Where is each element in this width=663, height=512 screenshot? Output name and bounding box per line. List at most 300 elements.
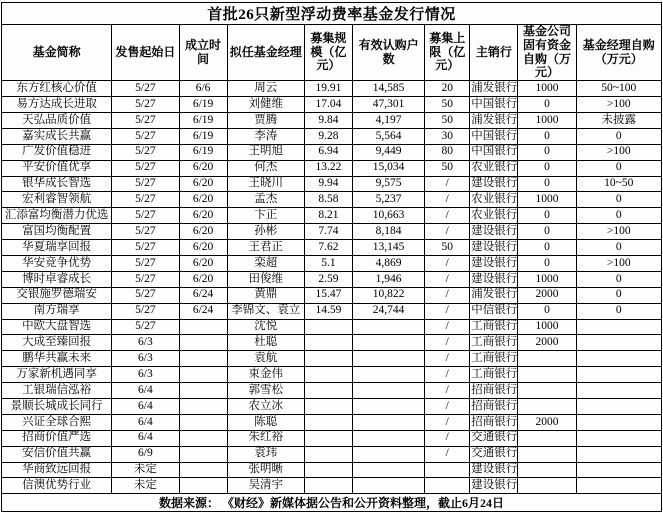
table-cell: 9,449: [352, 144, 424, 160]
table-row: [2, 287, 662, 303]
table-cell: 2000: [518, 287, 576, 303]
table-cell: 建设银行: [470, 255, 518, 271]
table-cell: 6/20: [179, 271, 227, 287]
table-cell: 13,145: [352, 240, 424, 256]
table-cell: 0: [576, 208, 661, 224]
table-cell: 1000: [518, 81, 576, 97]
table-cell: >100: [576, 224, 661, 240]
table-cell: /: [425, 319, 470, 335]
column-header-5: 有效认购户数: [352, 25, 424, 81]
table-cell: 农业银行: [470, 160, 518, 176]
table-cell: 15,034: [352, 160, 424, 176]
column-header-7: 主销行: [470, 25, 518, 81]
table-cell: [304, 446, 352, 462]
table-cell: 广发价值稳进: [2, 144, 112, 160]
table-cell: 6/19: [179, 112, 227, 128]
table-cell: 5/27: [112, 319, 179, 335]
table-cell: 5/27: [112, 97, 179, 113]
table-cell: 19.91: [304, 81, 352, 97]
table-row: [2, 335, 662, 351]
table-cell: 沈悦: [227, 319, 304, 335]
table-row: [2, 446, 662, 462]
table-cell: 5/27: [112, 208, 179, 224]
table-cell: 0: [518, 303, 576, 319]
table-cell: 5/27: [112, 144, 179, 160]
table-cell: /: [425, 335, 470, 351]
table-cell: 30: [425, 128, 470, 144]
table-cell: [576, 335, 661, 351]
table-cell: 中信银行: [470, 303, 518, 319]
table-cell: 5/27: [112, 128, 179, 144]
table-cell: /: [425, 208, 470, 224]
table-cell: 东方红核心价值: [2, 81, 112, 97]
table-cell: 24,744: [352, 303, 424, 319]
table-cell: [179, 351, 227, 367]
table-cell: 平安价值优享: [2, 160, 112, 176]
table-cell: /: [425, 271, 470, 287]
table-cell: /: [425, 192, 470, 208]
table-row: [2, 414, 662, 430]
table-cell: 嘉实成长共赢: [2, 128, 112, 144]
table-cell: 6/20: [179, 160, 227, 176]
table-row: [2, 351, 662, 367]
table-cell: 5/27: [112, 271, 179, 287]
table-cell: [179, 478, 227, 494]
table-cell: 郭雪松: [227, 383, 304, 399]
table-cell: 0: [518, 160, 576, 176]
table-cell: 9.84: [304, 112, 352, 128]
table-cell: 50: [425, 97, 470, 113]
table-cell: 6/4: [112, 383, 179, 399]
table-row: [2, 208, 662, 224]
table-cell: 2.59: [304, 271, 352, 287]
table-cell: 易方达成长进取: [2, 97, 112, 113]
table-cell: 陈聪: [227, 414, 304, 430]
table-cell: [352, 462, 424, 478]
table-cell: 袁玮: [227, 446, 304, 462]
table-cell: 南方瑞享: [2, 303, 112, 319]
table-cell: [179, 430, 227, 446]
table-cell: [518, 383, 576, 399]
table-cell: [304, 399, 352, 415]
table-cell: /: [425, 351, 470, 367]
table-cell: 9.94: [304, 176, 352, 192]
column-header-0: 基金简称: [2, 25, 112, 81]
table-cell: /: [425, 399, 470, 415]
table-cell: [576, 462, 661, 478]
fund-issuance-table: [1, 2, 662, 512]
table-cell: 1000: [518, 112, 576, 128]
table-cell: 0: [576, 287, 661, 303]
table-cell: [352, 430, 424, 446]
table-cell: 工银瑞信泓裕: [2, 383, 112, 399]
table-cell: 卞正: [227, 208, 304, 224]
table-cell: 6/20: [179, 240, 227, 256]
table-cell: 10,822: [352, 287, 424, 303]
table-cell: 李涛: [227, 128, 304, 144]
table-cell: 富国均衡配置: [2, 224, 112, 240]
table-cell: [179, 446, 227, 462]
table-row: [2, 176, 662, 192]
table-cell: [179, 399, 227, 415]
table-cell: 建设银行: [470, 478, 518, 494]
table-body: [2, 81, 662, 494]
table-cell: 华夏瑞享回报: [2, 240, 112, 256]
table-cell: [352, 478, 424, 494]
table-cell: /: [425, 446, 470, 462]
table-cell: 6/19: [179, 97, 227, 113]
table-cell: 博时卓睿成长: [2, 271, 112, 287]
table-cell: 0: [518, 224, 576, 240]
table-cell: [304, 462, 352, 478]
table-cell: 万家新机遇同享: [2, 367, 112, 383]
table-cell: 0: [576, 160, 661, 176]
table-cell: 0: [518, 128, 576, 144]
table-cell: /: [425, 255, 470, 271]
table-cell: 农立冰: [227, 399, 304, 415]
table-cell: [576, 351, 661, 367]
table-cell: 农业银行: [470, 208, 518, 224]
table-cell: 6/20: [179, 255, 227, 271]
table-row: [2, 319, 662, 335]
table-cell: 0: [576, 192, 661, 208]
column-header-4: 募集规模（亿元）: [304, 25, 352, 81]
table-cell: 0: [518, 240, 576, 256]
table-cell: 王君正: [227, 240, 304, 256]
table-cell: 工商银行: [470, 367, 518, 383]
table-cell: 14,585: [352, 81, 424, 97]
table-cell: 孟杰: [227, 192, 304, 208]
table-cell: 6/20: [179, 208, 227, 224]
table-cell: 6/19: [179, 128, 227, 144]
table-cell: 中欧大盘智选: [2, 319, 112, 335]
table-cell: 大成至臻回报: [2, 335, 112, 351]
table-cell: 1000: [518, 192, 576, 208]
table-cell: 6/24: [179, 303, 227, 319]
table-cell: 未披露: [576, 112, 661, 128]
table-cell: 建设银行: [470, 224, 518, 240]
table-cell: 招商银行: [470, 414, 518, 430]
table-cell: [304, 478, 352, 494]
table-cell: 李锦文、袁立: [227, 303, 304, 319]
table-cell: [518, 446, 576, 462]
table-cell: 中国银行: [470, 128, 518, 144]
table-cell: 建设银行: [470, 462, 518, 478]
column-header-9: 基金经理自购（万元）: [576, 25, 661, 81]
table-cell: 鹏华共赢未来: [2, 351, 112, 367]
table-cell: 0: [576, 303, 661, 319]
table-cell: [425, 462, 470, 478]
table-cell: 14.59: [304, 303, 352, 319]
table-row: [2, 192, 662, 208]
table-cell: 6/20: [179, 176, 227, 192]
table-row: [2, 462, 662, 478]
table-cell: [576, 399, 661, 415]
table-cell: [304, 367, 352, 383]
table-cell: 田俊维: [227, 271, 304, 287]
table-cell: 5,564: [352, 128, 424, 144]
table-cell: [304, 335, 352, 351]
table-cell: [304, 414, 352, 430]
table-cell: 招商价值严选: [2, 430, 112, 446]
table-cell: 农业银行: [470, 192, 518, 208]
table-cell: 5/27: [112, 255, 179, 271]
table-cell: 0: [576, 271, 661, 287]
table-footer-row: [2, 494, 662, 512]
column-header-3: 拟任基金经理: [227, 25, 304, 81]
table-cell: 50: [425, 112, 470, 128]
table-cell: 50: [425, 240, 470, 256]
table-row: [2, 81, 662, 97]
table-cell: [352, 446, 424, 462]
table-cell: [518, 367, 576, 383]
table-cell: 6/20: [179, 192, 227, 208]
table-cell: /: [425, 176, 470, 192]
column-header-8: 基金公司固有资金自购（万元）: [518, 25, 576, 81]
table-cell: 4,869: [352, 255, 424, 271]
table-cell: 工商银行: [470, 335, 518, 351]
table-cell: 杜聪: [227, 335, 304, 351]
table-cell: [179, 335, 227, 351]
table-cell: [576, 319, 661, 335]
table-cell: 5/27: [112, 240, 179, 256]
table-cell: 兴证全球合熙: [2, 414, 112, 430]
table-cell: /: [425, 287, 470, 303]
table-cell: /: [425, 430, 470, 446]
table-cell: 5,237: [352, 192, 424, 208]
table-cell: /: [425, 414, 470, 430]
table-row: [2, 303, 662, 319]
table-cell: [518, 478, 576, 494]
table-cell: [576, 478, 661, 494]
table-cell: 周云: [227, 81, 304, 97]
table-cell: 9.28: [304, 128, 352, 144]
table-cell: 0: [576, 128, 661, 144]
table-cell: [179, 319, 227, 335]
table-cell: 0: [518, 255, 576, 271]
table-cell: 6/20: [179, 224, 227, 240]
column-header-2: 成立时间: [179, 25, 227, 81]
table-row: [2, 383, 662, 399]
table-cell: [576, 383, 661, 399]
table-cell: 6/6: [179, 81, 227, 97]
table-cell: 80: [425, 144, 470, 160]
table-cell: 袁航: [227, 351, 304, 367]
table-cell: 6/9: [112, 446, 179, 462]
table-cell: [425, 478, 470, 494]
table-cell: 6/3: [112, 367, 179, 383]
table-cell: 贾腾: [227, 112, 304, 128]
table-cell: 建设银行: [470, 176, 518, 192]
table-cell: [352, 383, 424, 399]
table-cell: 信澳优势行业: [2, 478, 112, 494]
table-cell: [518, 462, 576, 478]
table-cell: 17.04: [304, 97, 352, 113]
table-cell: [179, 414, 227, 430]
table-cell: 招商银行: [470, 383, 518, 399]
table-cell: 王明旭: [227, 144, 304, 160]
table-cell: 10~50: [576, 176, 661, 192]
table-cell: 建设银行: [470, 240, 518, 256]
table-cell: 工商银行: [470, 319, 518, 335]
table-cell: 5/27: [112, 176, 179, 192]
table-title: 首批26只新型浮动费率基金发行情况: [2, 3, 662, 25]
table-cell: 浦发银行: [470, 81, 518, 97]
table-cell: [304, 430, 352, 446]
table-cell: 1000: [518, 319, 576, 335]
table-cell: [576, 446, 661, 462]
table-cell: 吴清宇: [227, 478, 304, 494]
table-cell: 7.74: [304, 224, 352, 240]
table-cell: 5/27: [112, 287, 179, 303]
table-cell: 银华成长智选: [2, 176, 112, 192]
table-cell: [352, 414, 424, 430]
table-cell: 工商银行: [470, 351, 518, 367]
column-header-6: 募集上限（亿元）: [425, 25, 470, 81]
table-cell: 6/4: [112, 414, 179, 430]
table-cell: 5/27: [112, 81, 179, 97]
table-cell: 5/27: [112, 303, 179, 319]
table-cell: >100: [576, 97, 661, 113]
table-cell: 5/27: [112, 224, 179, 240]
table-cell: [518, 351, 576, 367]
table-cell: 6/4: [112, 430, 179, 446]
table-cell: [518, 430, 576, 446]
table-cell: 8.21: [304, 208, 352, 224]
table-cell: 4,197: [352, 112, 424, 128]
table-row: [2, 399, 662, 415]
table-cell: 栾超: [227, 255, 304, 271]
table-cell: [352, 335, 424, 351]
table-row: [2, 224, 662, 240]
table-cell: [304, 319, 352, 335]
table-cell: 未定: [112, 478, 179, 494]
table-cell: 1000: [518, 271, 576, 287]
table-cell: /: [425, 367, 470, 383]
table-cell: [352, 351, 424, 367]
table-cell: 中国银行: [470, 97, 518, 113]
table-cell: 浦发银行: [470, 112, 518, 128]
table-cell: 交通银行: [470, 446, 518, 462]
table-cell: 2000: [518, 414, 576, 430]
table-cell: 6/24: [179, 287, 227, 303]
table-cell: >100: [576, 144, 661, 160]
table-cell: 5/27: [112, 160, 179, 176]
table-cell: [304, 383, 352, 399]
table-row: [2, 271, 662, 287]
table-header-row: [2, 25, 662, 81]
table-cell: [352, 399, 424, 415]
table-cell: /: [425, 383, 470, 399]
table-cell: 天弘品质价值: [2, 112, 112, 128]
table-cell: [518, 399, 576, 415]
table-row: [2, 128, 662, 144]
table-cell: [576, 414, 661, 430]
table-row: [2, 255, 662, 271]
table-cell: 招商银行: [470, 399, 518, 415]
table-cell: 安信价值共赢: [2, 446, 112, 462]
table-cell: 浦发银行: [470, 287, 518, 303]
table-cell: 6/3: [112, 351, 179, 367]
table-row: [2, 144, 662, 160]
table-cell: [179, 367, 227, 383]
table-cell: 景顺长城成长同行: [2, 399, 112, 415]
table-row: [2, 112, 662, 128]
table-cell: 0: [518, 208, 576, 224]
table-cell: 47,301: [352, 97, 424, 113]
table-cell: 0: [518, 97, 576, 113]
table-cell: 10,663: [352, 208, 424, 224]
table-cell: 宏利睿智领航: [2, 192, 112, 208]
table-row: [2, 240, 662, 256]
table-row: [2, 478, 662, 494]
table-cell: >100: [576, 255, 661, 271]
table-cell: 0: [576, 240, 661, 256]
table-cell: 中国银行: [470, 144, 518, 160]
table-cell: 未定: [112, 462, 179, 478]
table-row: [2, 430, 662, 446]
table-cell: 6/3: [112, 335, 179, 351]
table-cell: 50: [425, 160, 470, 176]
table-cell: 5/27: [112, 112, 179, 128]
table-row: [2, 97, 662, 113]
table-cell: 交通银行: [470, 430, 518, 446]
table-cell: 8,184: [352, 224, 424, 240]
table-cell: 0: [518, 144, 576, 160]
table-cell: 张明晰: [227, 462, 304, 478]
table-cell: 7.62: [304, 240, 352, 256]
table-cell: 0: [518, 176, 576, 192]
table-cell: [304, 351, 352, 367]
table-cell: 华商致远回报: [2, 462, 112, 478]
table-cell: 王晓川: [227, 176, 304, 192]
table-cell: [576, 367, 661, 383]
table-cell: 5.1: [304, 255, 352, 271]
data-source-note: 数据来源： 《财经》新媒体据公告和公开资料整理，截止6月24日: [2, 494, 662, 512]
table-cell: 8.58: [304, 192, 352, 208]
table-cell: 建设银行: [470, 271, 518, 287]
table-cell: /: [425, 224, 470, 240]
table-cell: 何杰: [227, 160, 304, 176]
table-cell: 20: [425, 81, 470, 97]
table-cell: 6/19: [179, 144, 227, 160]
table-cell: 交银施罗德瑞安: [2, 287, 112, 303]
table-cell: 刘健维: [227, 97, 304, 113]
table-title-row: [2, 3, 662, 25]
table-cell: 汇添富均衡潜力优选: [2, 208, 112, 224]
table-cell: 9,575: [352, 176, 424, 192]
table-cell: 50~100: [576, 81, 661, 97]
table-cell: 束金伟: [227, 367, 304, 383]
table-cell: 朱红裕: [227, 430, 304, 446]
column-header-1: 发售起始日: [112, 25, 179, 81]
table-cell: 6.94: [304, 144, 352, 160]
table-cell: 15.47: [304, 287, 352, 303]
table-cell: 6/4: [112, 399, 179, 415]
table-cell: [179, 383, 227, 399]
table-cell: [352, 319, 424, 335]
table-row: [2, 367, 662, 383]
table-cell: 2000: [518, 335, 576, 351]
table-row: [2, 160, 662, 176]
table-cell: 5/27: [112, 192, 179, 208]
table-cell: 华安竞争优势: [2, 255, 112, 271]
table-cell: [352, 367, 424, 383]
table-cell: 黄鼎: [227, 287, 304, 303]
table-cell: 1,946: [352, 271, 424, 287]
table-cell: 13.22: [304, 160, 352, 176]
table-cell: [576, 430, 661, 446]
